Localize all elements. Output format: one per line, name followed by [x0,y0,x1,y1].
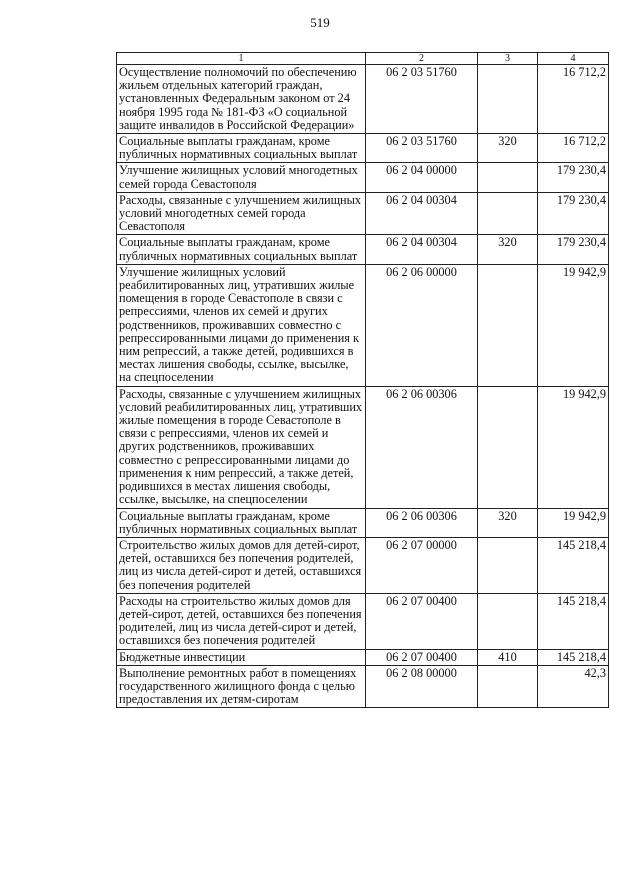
row-expense-type-cell: 320 [478,235,538,264]
row-code-cell: 06 2 04 00304 [366,192,478,235]
row-sum-cell: 179 230,4 [538,163,609,192]
page-number: 519 [310,15,330,30]
row-code-cell: 06 2 03 51760 [366,134,478,163]
row-code-cell: 06 2 04 00304 [366,235,478,264]
row-expense-type-cell [478,192,538,235]
table-row [117,665,609,708]
row-sum-cell: 16 712,2 [538,65,609,134]
budget-table [116,52,609,708]
row-code-cell: 06 2 04 00000 [366,163,478,192]
row-name-cell: Бюджетные инвестиции [117,649,366,665]
table-row [117,264,609,386]
row-code-cell: 06 2 07 00400 [366,593,478,649]
row-code-cell: 06 2 06 00000 [366,264,478,386]
row-expense-type-cell [478,593,538,649]
table-row [117,537,609,593]
table-row [117,508,609,537]
column-header-3: 3 [478,53,538,65]
table-row [117,593,609,649]
row-code-cell: 06 2 06 00306 [366,508,478,537]
row-name-cell: Расходы на строительство жилых домов для детей-сирот, детей, оставшихся без попечения родителей, лиц из числа детей-сирот и детей, оставшихся без попечения родителей [117,593,366,649]
row-expense-type-cell: 320 [478,134,538,163]
row-name-cell: Осуществление полномочий по обеспечению жильем отдельных категорий граждан, установленных Федеральным законом от 24 ноября 1995 года № 181-ФЗ «О социальной защите инвалидов в Российской Федерации» [117,65,366,134]
row-expense-type-cell [478,264,538,386]
row-sum-cell: 179 230,4 [538,192,609,235]
row-sum-cell: 19 942,9 [538,264,609,386]
row-expense-type-cell [478,537,538,593]
table-row [117,386,609,508]
row-sum-cell: 145 218,4 [538,537,609,593]
table-row [117,192,609,235]
row-expense-type-cell [478,163,538,192]
row-code-cell: 06 2 07 00000 [366,537,478,593]
row-expense-type-cell [478,665,538,708]
row-code-cell: 06 2 08 00000 [366,665,478,708]
row-sum-cell: 19 942,9 [538,508,609,537]
row-expense-type-cell [478,65,538,134]
column-header-4: 4 [538,53,609,65]
row-sum-cell: 145 218,4 [538,593,609,649]
row-name-cell: Улучшение жилищных условий реабилитированных лиц, утративших жилые помещения в городе Севастополе в связи с репрессиями, членов их семей и других родственников, проживавших совместно с репрессированными лицами до применения к ним репрессий, а также детей, родившихся в местах лишения свободы, ссылке, высылке, на спецпоселении [117,264,366,386]
row-sum-cell: 145 218,4 [538,649,609,665]
row-sum-cell: 179 230,4 [538,235,609,264]
row-expense-type-cell [478,386,538,508]
column-header-2: 2 [366,53,478,65]
table-row [117,65,609,134]
row-name-cell: Выполнение ремонтных работ в помещениях государственного жилищного фонда с целью предоставления их детям-сиротам [117,665,366,708]
row-sum-cell: 42,3 [538,665,609,708]
table-row [117,235,609,264]
row-name-cell: Строительство жилых домов для детей-сирот, детей, оставшихся без попечения родителей, лиц из числа детей-сирот и детей, оставшихся без попечения родителей [117,537,366,593]
row-sum-cell: 19 942,9 [538,386,609,508]
table-row [117,134,609,163]
column-header-1: 1 [117,53,366,65]
table-row [117,649,609,665]
row-name-cell: Социальные выплаты гражданам, кроме публичных нормативных социальных выплат [117,134,366,163]
row-name-cell: Расходы, связанные с улучшением жилищных условий многодетных семей города Севастополя [117,192,366,235]
row-name-cell: Улучшение жилищных условий многодетных семей города Севастополя [117,163,366,192]
row-expense-type-cell: 410 [478,649,538,665]
row-name-cell: Социальные выплаты гражданам, кроме публичных нормативных социальных выплат [117,235,366,264]
row-expense-type-cell: 320 [478,508,538,537]
row-code-cell: 06 2 06 00306 [366,386,478,508]
table-row [117,163,609,192]
row-sum-cell: 16 712,2 [538,134,609,163]
row-name-cell: Расходы, связанные с улучшением жилищных условий реабилитированных лиц, утративших жилые помещения в городе Севастополе в связи с репрессиями, членов их семей и других родственников, проживавших совместно с репрессированными лицами до применения к ним репрессий, а также детей, родившихся в местах лишения свободы, ссылке, высылке, на спецпоселении [117,386,366,508]
row-name-cell: Социальные выплаты гражданам, кроме публичных нормативных социальных выплат [117,508,366,537]
row-code-cell: 06 2 07 00400 [366,649,478,665]
row-code-cell: 06 2 03 51760 [366,65,478,134]
table-header-row [117,53,609,65]
